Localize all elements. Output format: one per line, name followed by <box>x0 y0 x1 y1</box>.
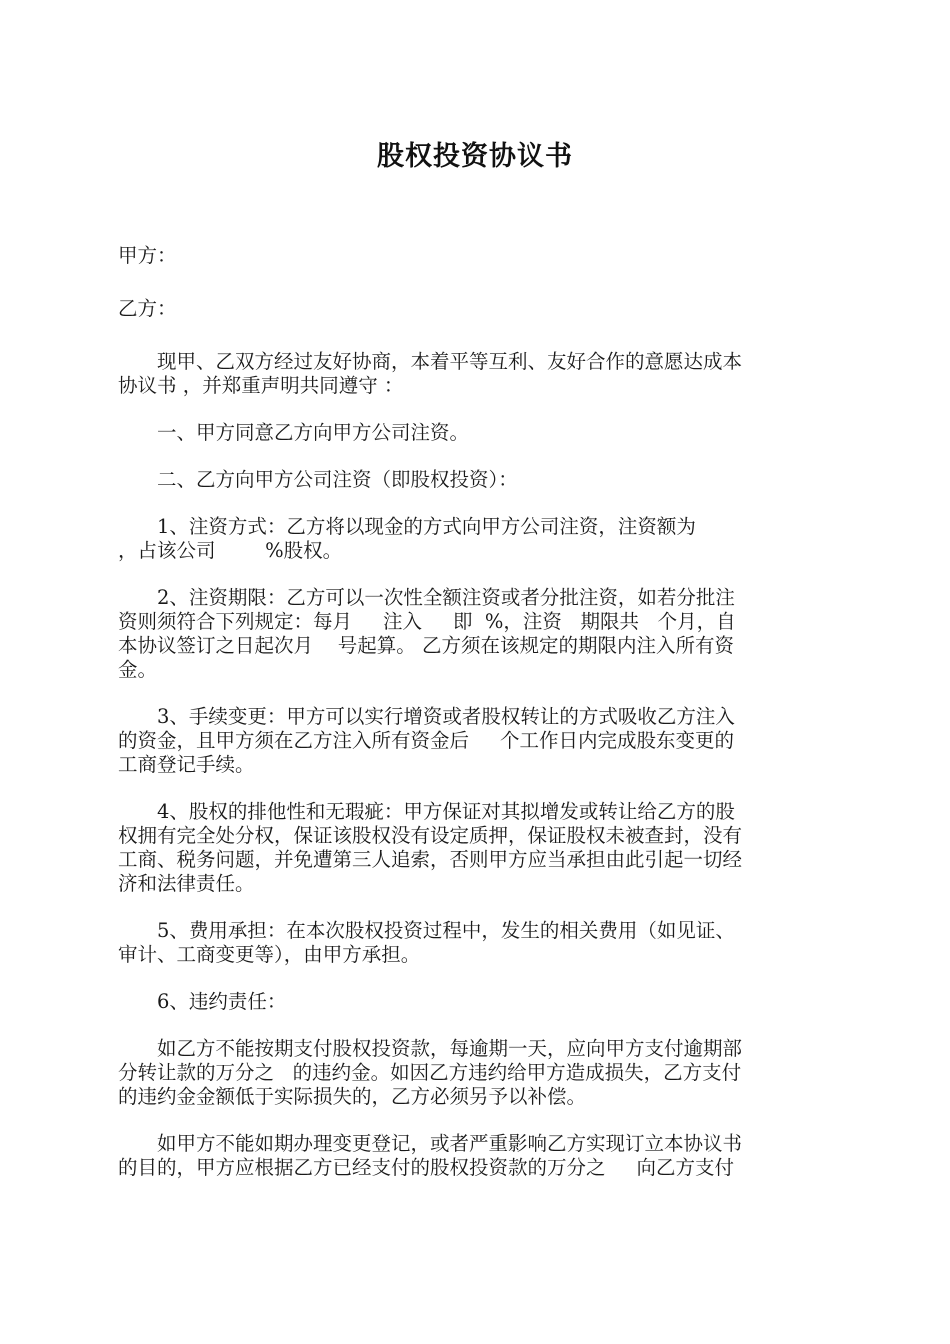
intro-paragraph: 现甲、乙双方经过友好协商，本着平等互利、友好合作的意愿达成本 协议书 ，并郑重声明共同遵守 ： <box>118 350 743 397</box>
item-3-paragraph: 3、手续变更：甲方可以实行增资或者股权转让的方式吸收乙方注入 的资金，且甲方须在乙方注入所有资金后 个工作日内完成股东变更的 工商登记手续。 <box>118 705 735 776</box>
breach-party-a-paragraph: 如甲方不能如期办理变更登记，或者严重影响乙方实现订立本协议书 的目的，甲方应根据乙方已经支付的股权投资款的万分之 向乙方支付 <box>118 1132 743 1179</box>
party-b-line: 乙方： <box>118 297 177 320</box>
item-1-paragraph: 1、注资方式：乙方将以现金的方式向甲方公司注资，注资额为 ，占该公司 %股权。 <box>118 515 696 562</box>
item-4-paragraph: 4、股权的排他性和无瑕疵：甲方保证对其拟增发或转让给乙方的股 权拥有完全处分权，保证该股权没有设定质押，保证股权未被查封，没有 工商、税务问题，并免遭第三人追索，否则甲方应当承担由此引起一切经 济和法律责任。 <box>118 800 743 895</box>
clause-1: 一、甲方同意乙方向甲方公司注资。 <box>118 421 470 444</box>
item-5-paragraph: 5、费用承担：在本次股权投资过程中，发生的相关费用（如见证、 审计、工商变更等），由甲方承担。 <box>118 919 735 966</box>
item-2-paragraph: 2、注资期限：乙方可以一次性全额注资或者分批注资，如若分批注 资则须符合下列规定：每月 注入 即 %，注资 期限共 个月，自 本协议签订之日起次月 号起算。 乙方须在该规定的期限内注入所有资 金。 <box>118 586 736 681</box>
clause-2: 二、乙方向甲方公司注资（即股权投资）： <box>118 468 518 491</box>
document-title: 股权投资协议书 <box>377 141 573 172</box>
party-a-line: 甲方： <box>118 244 177 267</box>
breach-party-b-paragraph: 如乙方不能按期支付股权投资款，每逾期一天，应向甲方支付逾期部 分转让款的万分之 的违约金。如因乙方违约给甲方造成损失，乙方支付 的违约金金额低于实际损失的，乙方必须另予以补偿。 <box>118 1037 743 1108</box>
document-body <box>118 244 834 1180</box>
item-6-heading: 6、违约责任： <box>118 990 287 1013</box>
